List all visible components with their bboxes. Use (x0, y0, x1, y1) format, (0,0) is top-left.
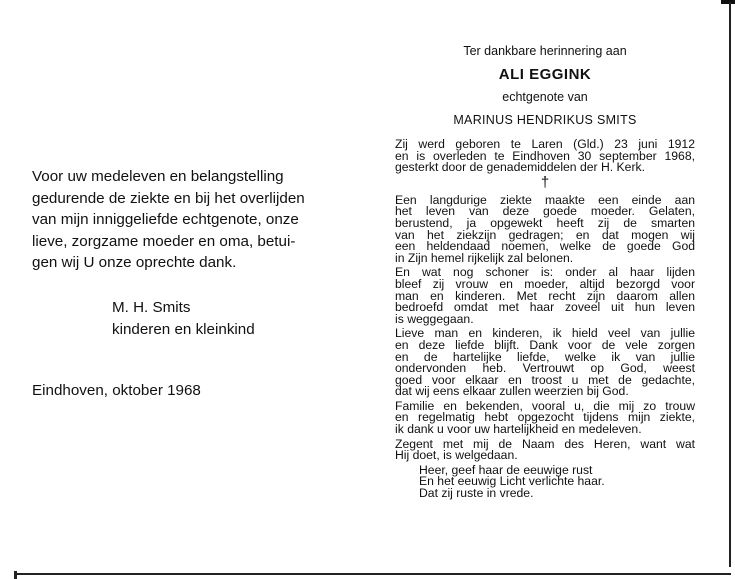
prayer-line: En het eeuwig Licht verlichte haar. (419, 474, 605, 489)
thanks-line: gen wij U onze oprechte dank. (32, 254, 237, 271)
remembrance-text (395, 44, 695, 500)
prayer (419, 462, 695, 501)
text-line: is weggegaan. (395, 311, 474, 326)
card-edge-corner (14, 571, 17, 579)
text-line: bedroefd omdat met haar zoveel uit hun leven (395, 300, 695, 315)
signature (112, 297, 255, 340)
birth-death-paragraph (395, 139, 695, 174)
text-line: in Zijn hemel rijkelijk zal belonen. (395, 250, 574, 265)
text-line: van het ziekzijn gedragen; en dat mogen wij (395, 227, 695, 242)
text-line: een heldendaad noemen, welke de goede God (395, 239, 695, 254)
prayer-line: Heer, geef haar de eeuwige rust (419, 462, 593, 477)
thanks-line: gedurende de ziekte en bij het overlijden (32, 189, 305, 207)
text-line: Zij werd geboren te Laren (Gld.) 23 juni 1912 (395, 137, 695, 151)
text-line: gesterkt door de genademiddelen der H. Kerk. (395, 160, 645, 175)
text-line: en deze liefde blijft. Dank voor de vele zorgen (395, 337, 695, 352)
relation-line: echtgenote van (502, 90, 588, 104)
text-line: man en kinderen. Met recht zijn daarom allen (395, 288, 695, 303)
paragraph-1 (395, 192, 695, 265)
prayer-line: Dat zij ruste in vrede. (419, 486, 534, 501)
text-line: bleef zij vrouw en moeder, altijd bezorgd voor (395, 276, 695, 291)
text-line: Familie en bekenden, vooral u, die mij zo trouw (395, 398, 695, 413)
text-line: goed voor elkaar en troost u met de gedachte, (395, 372, 695, 387)
place-date: Eindhoven, oktober 1968 (32, 382, 201, 399)
thanks-message (32, 166, 342, 274)
text-line: Hij doet, is welgedaan. (395, 448, 518, 463)
text-line: ik dank u voor uw hartelijkheid en medeleven. (395, 422, 642, 437)
paragraph-2 (395, 267, 695, 325)
text-line: en de hartelijke liefde, welke ik van jullie (395, 349, 695, 364)
signature-name: M. H. Smits (112, 299, 191, 316)
text-line: en is overleden te Eindhoven 30 september 1968, (395, 148, 695, 163)
text-line: dat wij eens elkaar zullen weerzien bij God. (395, 384, 629, 399)
card-edge-top (721, 0, 735, 4)
text-line: Een langdurige ziekte maakte een einde aan (395, 192, 695, 207)
text-line: ondervonden heb. Vertrouwt op God, weest (395, 361, 695, 376)
card-edge-right (729, 2, 731, 567)
signature-family: kinderen en kleinkind (112, 320, 255, 338)
intro-line: Ter dankbare herinnering aan (463, 44, 627, 58)
deceased-name: ALI EGGINK (498, 66, 592, 83)
spouse-name: MARINUS HENDRIKUS SMITS (453, 113, 637, 127)
text-line: En wat nog schoner is: onder al haar lijden (395, 265, 695, 280)
text-line: en regelmatig hebt opgezocht tijdens mijn ziekte, (395, 410, 695, 425)
paragraph-4 (395, 398, 695, 437)
card-edge-bottom (14, 573, 731, 575)
thanks-line: lieve, zorgzame moeder en oma, betui- (32, 232, 296, 250)
paragraph-5 (395, 436, 695, 463)
text-line: berustend, ja opgewekt heeft zij de smarten (395, 215, 695, 230)
thanks-line: van mijn inniggeliefde echtgenote, onze (32, 211, 299, 228)
text-line: het leven van deze goede moeder. Gelaten, (395, 204, 695, 219)
paragraph-3 (395, 328, 695, 398)
text-line: Lieve man en kinderen, ik hield veel van jullie (395, 326, 695, 341)
cross-icon: † (540, 173, 550, 191)
thanks-line: Voor uw medeleven en belangstelling (32, 168, 284, 185)
text-line: Zegent met mij de Naam des Heren, want wat (395, 436, 695, 451)
